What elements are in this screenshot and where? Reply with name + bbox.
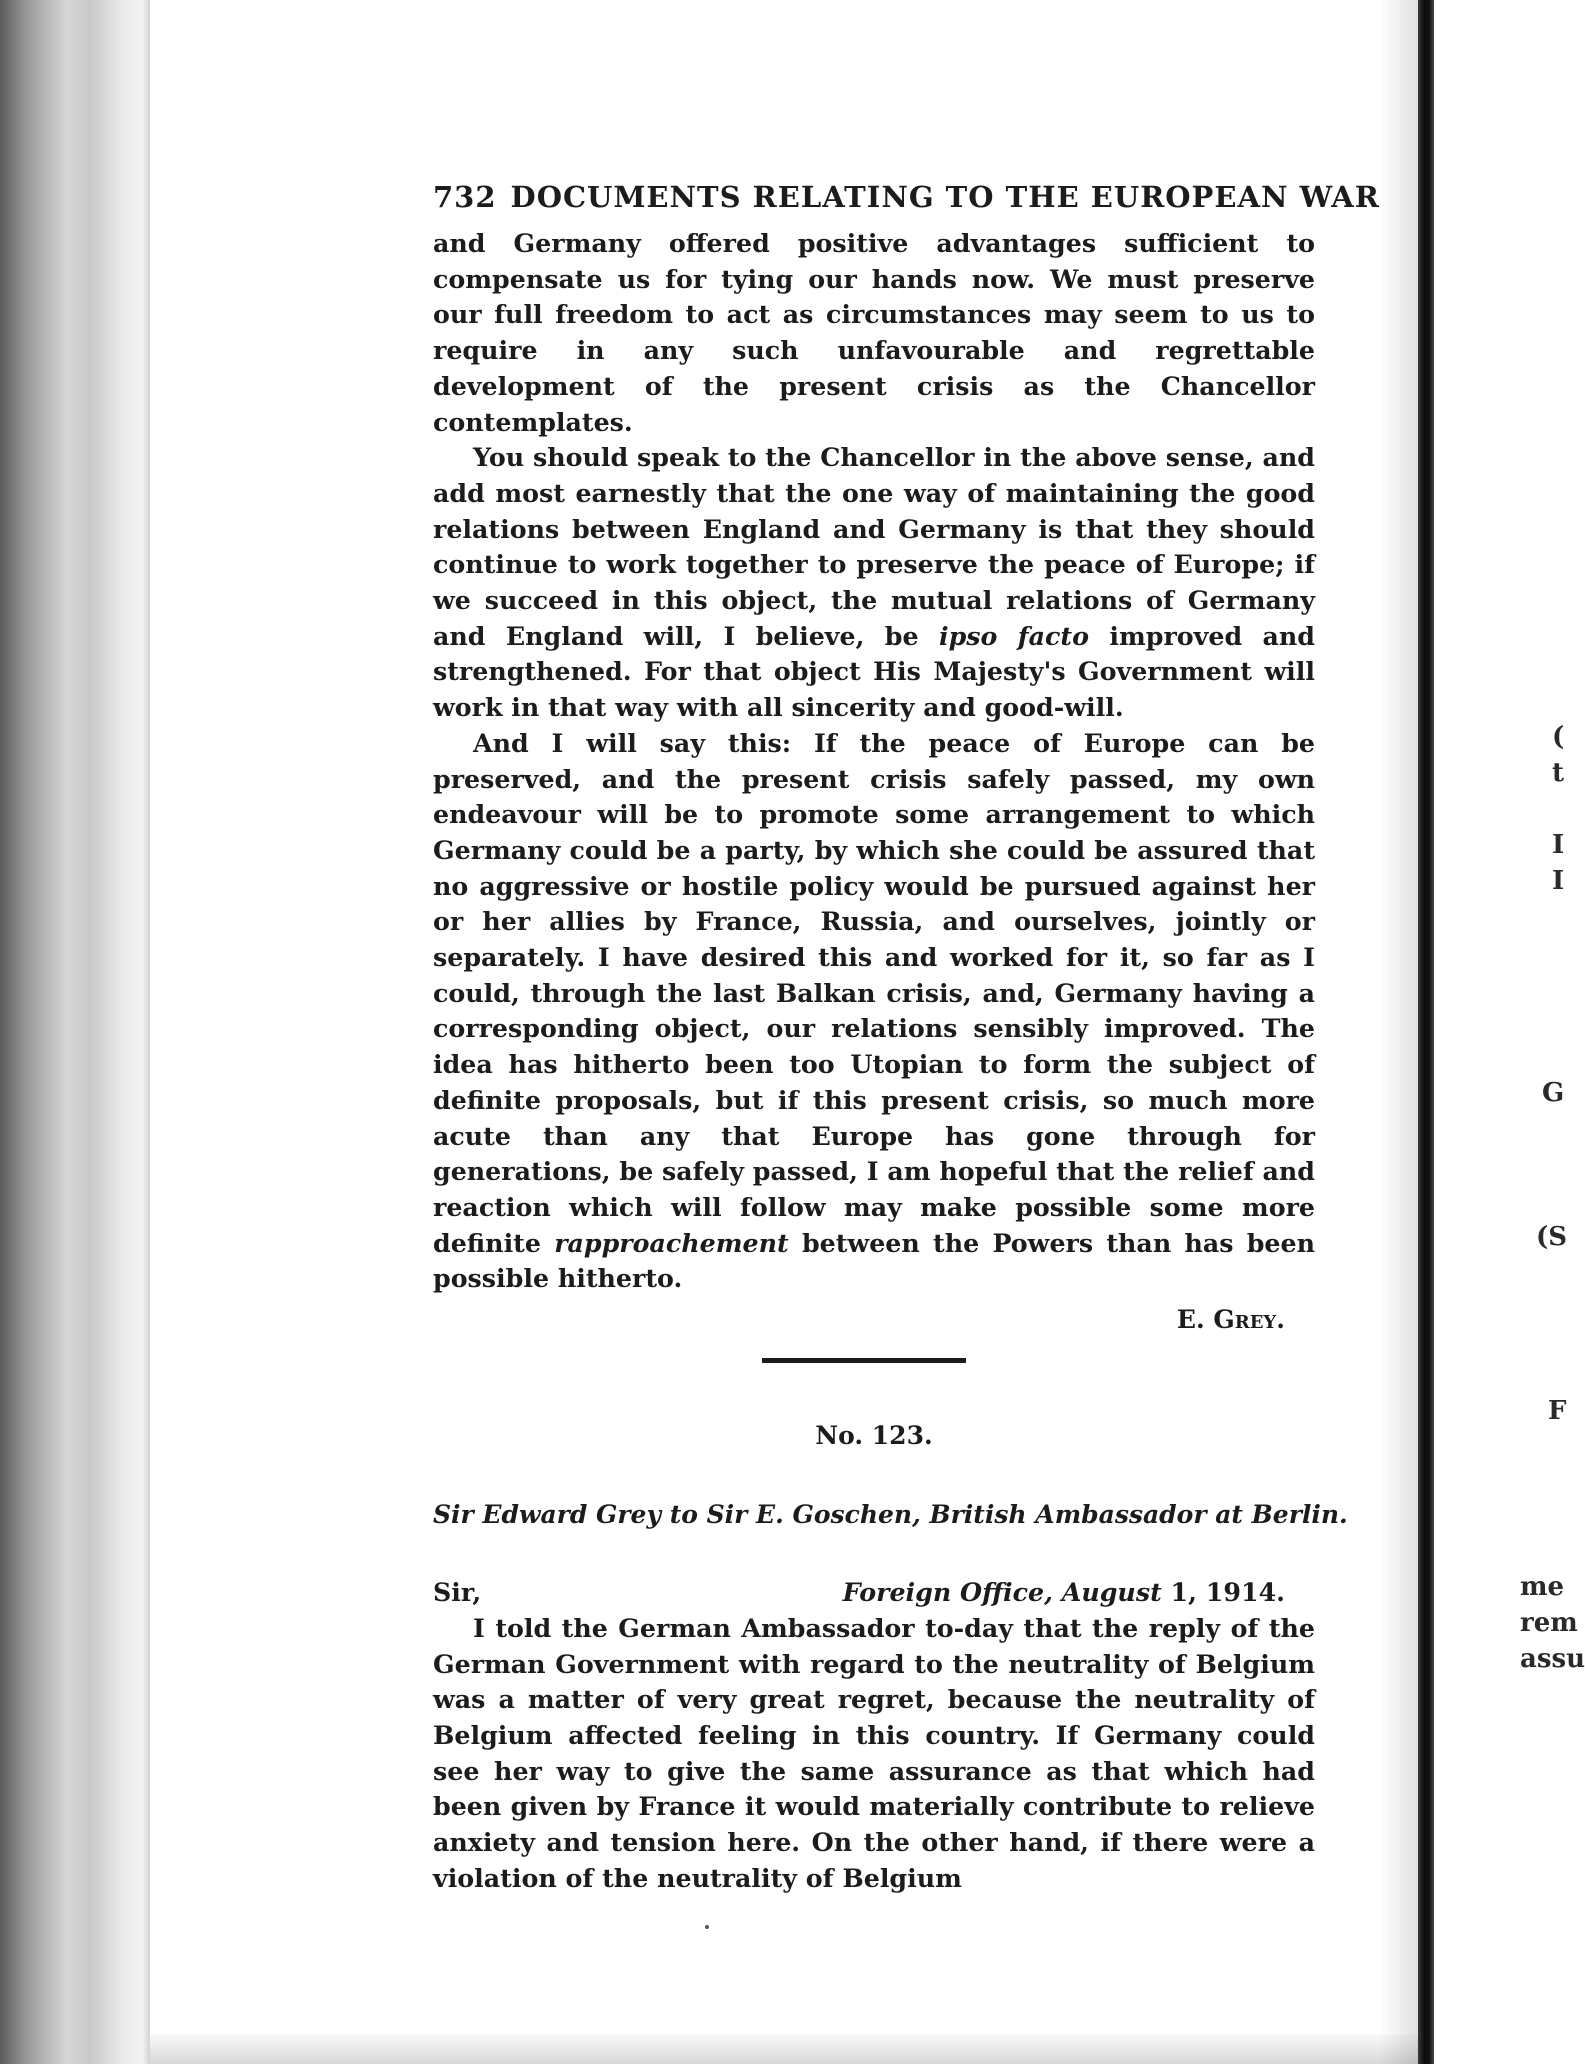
paragraph — [433, 1611, 1315, 1897]
paragraph-text: improved and strengthened. For that object His Majesty's Government will work in that way with all sincerity and good-will. — [433, 620, 1315, 723]
page-number: 732 — [433, 180, 497, 214]
dateline — [843, 1575, 1285, 1611]
page-bottom-edge — [150, 2034, 1420, 2064]
italic-phrase: ipso facto — [938, 620, 1089, 651]
ink-speck — [705, 1925, 709, 1929]
paragraph-text: And I will say this: If the peace of Europe can be preserved, and the present crisis safely passed, my own endeavour will be to promote some arrangement to which Germany could be a party, by which she could be assured that no aggressive or hostile policy would be pursued against her or her allies by France, Russia, and ourselves, jointly or separately. I have desired this and worked for it, so far as I could, through the last Balkan crisis, and, Germany having a corresponding object, our relations sensibly improved. The idea has hitherto been too Utopian to form the subject of definite proposals, but if this present crisis, so much more acute than any that Europe has gone through for generations, be safely passed, I am hopeful that the relief and reaction which will follow may make possible some more definite — [433, 727, 1315, 1258]
document-title: Sir Edward Grey to Sir E. Goschen, British Ambassador at Berlin. — [433, 1500, 1348, 1530]
running-header — [433, 180, 1380, 214]
signature-initial: E. — [1176, 1305, 1205, 1335]
page-content — [433, 180, 1380, 1896]
salutation-line — [433, 1575, 1315, 1611]
signature — [433, 1305, 1285, 1334]
paragraph-text: I told the German Ambassador to-day that the reply of the German Government with regard to the neutrality of Belgium was a matter of very great regret, because the neutrality of Belgium affected feeling in this country. If Germany could see her way to give the same assurance as that which had been given by France it would materially contribute to relieve anxiety and tension here. On the other hand, if there were a violation of the neutrality of Belgium — [433, 1612, 1315, 1893]
paragraph-text: and Germany offered positive advantages sufficient to compensate us for tying our hands now. We must preserve our full freedom to act as circumstances may seem to us to require in any such unfavourable and regrettable development of the present crisis as the Chancellor contemplates. — [433, 228, 1315, 437]
italic-phrase: rapproachement — [554, 1227, 789, 1258]
next-page-fragment: G — [1542, 1078, 1565, 1108]
running-title: DOCUMENTS RELATING TO THE EUROPEAN WAR — [510, 180, 1380, 214]
paragraph — [433, 440, 1315, 726]
paragraph-text: You should speak to the Chancellor in the above sense, and add most earnestly that the one way of maintaining the good relations between England and Germany is that they should continue to work together to preserve the peace of Europe; if we succeed in this object, the mutual relations of Germany and England will, I believe, be — [433, 442, 1315, 651]
dateline-place: Foreign Office, August — [842, 1577, 1162, 1608]
next-page-fragment: I — [1552, 830, 1565, 860]
next-page-fragment: ( — [1552, 722, 1565, 752]
next-page-fragment: I — [1552, 866, 1565, 896]
next-page-edge — [1434, 0, 1585, 2064]
book-gutter — [1418, 0, 1434, 2064]
next-page-fragment: me — [1520, 1572, 1565, 1602]
section-divider — [762, 1358, 966, 1363]
salutation: Sir, — [433, 1577, 482, 1608]
next-page-fragment: t — [1552, 758, 1565, 788]
dateline-date: 1, 1914. — [1161, 1577, 1285, 1608]
next-page-fragment: F — [1548, 1396, 1567, 1426]
signature-surname: Grey. — [1213, 1305, 1285, 1335]
paragraph — [433, 226, 1315, 440]
paragraph-text: between the Powers than has been possible hitherto. — [433, 1227, 1315, 1294]
book-edge — [0, 0, 150, 2064]
paragraph — [433, 726, 1315, 1297]
next-page-fragment: rem — [1520, 1608, 1578, 1638]
document-number: No. 123. — [815, 1421, 933, 1451]
next-page-fragment: assu — [1520, 1644, 1585, 1674]
gutter-shadow — [1380, 0, 1418, 2064]
next-page-fragment: (S — [1536, 1222, 1568, 1252]
